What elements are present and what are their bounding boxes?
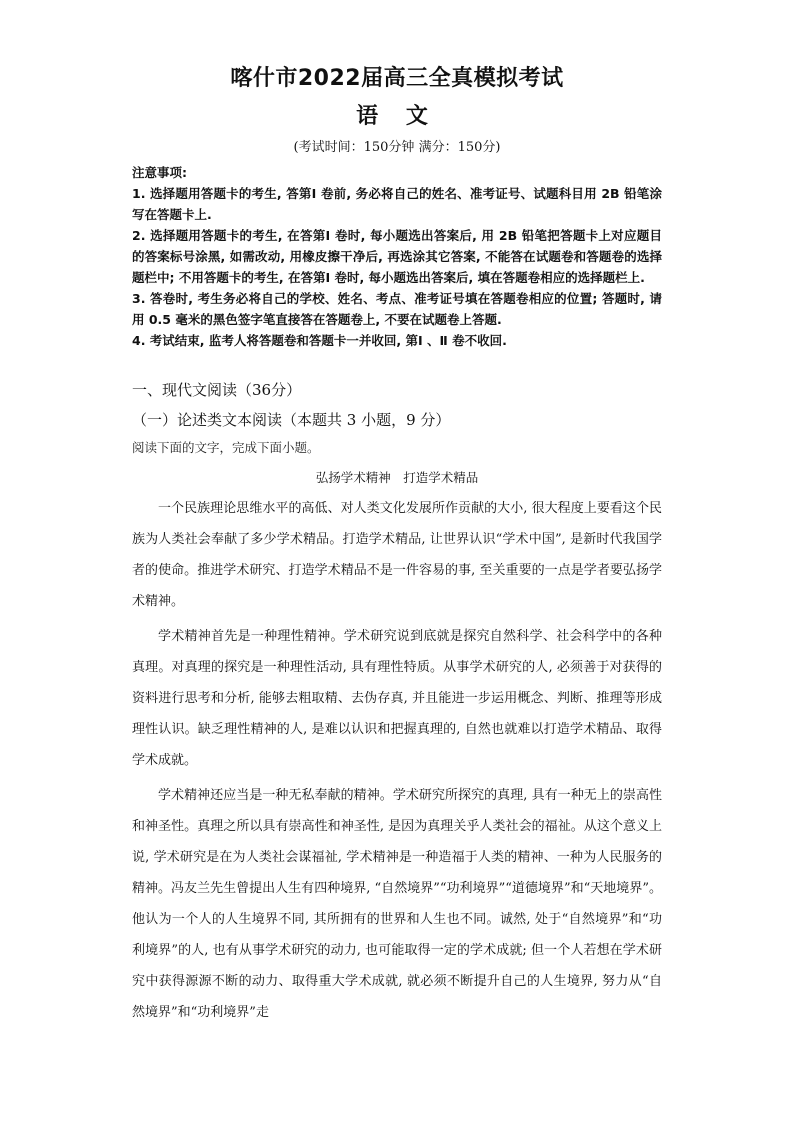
notice-item-4: 4. 考试结束, 监考人将答题卷和答题卡一并收回, 第Ⅰ 、Ⅱ 卷不收回. <box>132 333 507 348</box>
notice-block <box>132 162 662 351</box>
article-paragraph-3: 学术精神还应当是一种无私奉献的精神。学术研究所探究的真理, 具有一种无上的崇高性和神圣性。真理之所以具有崇高性和神圣性, 是因为真理关乎人类社会的福祉。从这个意义上说, 学术研究是在为人类社会谋福祉, 学术精神是一种造福于人类的精神、一种为人民服务的精神。冯友兰先生曾提出人生有四种境界, “自然境界”“功利境界”“道德境界”和“天地境界”。他认为一个人的人生境界不同, 其所拥有的世界和人生也不同。诚然, 处于“自然境界”和“功利境界”的人, 也有从事学术研究的动力, 也可能取得一定的学术成就; 但一个人若想在学术研究中获得源源不断的动力、取得重大学术成就, 就必须不断提升自己的人生境界, 努力从“自然境界”和“功利境界”走 <box>132 788 662 1020</box>
notice-item-1: 1. 选择题用答题卡的考生, 答第Ⅰ 卷前, 务必将自己的姓名、准考证号、试题科目用 2B 铅笔涂写在答题卡上. <box>132 186 662 222</box>
section-heading: 一、现代文阅读（36分） <box>132 381 302 399</box>
notice-item-2: 2. 选择题用答题卡的考生, 在答第Ⅰ 卷时, 每小题选出答案后, 用 2B 铅笔把答题卡上对应题目的答案标号涂黑, 如需改动, 用橡皮擦干净后, 再选涂其它答案, 不能答在试题卷和答题卷的选择题栏中; 不用答题卡的考生, 在答第Ⅰ 卷时, 每小题选出答案后, 填在答题卷相应的选择题栏上. <box>132 228 662 285</box>
article-title: 弘扬学术精神 打造学术精品 <box>315 470 479 485</box>
article-paragraph-1: 一个民族理论思维水平的高低、对人类文化发展所作贡献的大小, 很大程度上要看这个民族为人类社会奉献了多少学术精品。打造学术精品, 让世界认识“学术中国”, 是新时代我国学者的使命。推进学术研究、打造学术精品不是一件容易的事, 至关重要的一点是学者要弘扬学术精神。 <box>132 501 662 609</box>
exam-info: (考试时间：150分钟 满分：150分) <box>293 140 501 155</box>
article-paragraph-2: 学术精神首先是一种理性精神。学术研究说到底就是探究自然科学、社会科学中的各种真理。对真理的探究是一种理性活动, 具有理性特质。从事学术研究的人, 必须善于对获得的资料进行思考和分析, 能够去粗取精、去伪存真, 并且能进一步运用概念、判断、推理等形成理性认识。缺乏理性精神的人, 是难以认识和把握真理的, 自然也就难以打造学术精品、取得学术成就。 <box>132 629 662 768</box>
exam-title: 喀什市2022届高三全真模拟考试 <box>230 66 564 91</box>
notice-heading: 注意事项: <box>132 165 187 180</box>
subject-title: 语 文 <box>356 104 438 129</box>
reading-instruction: 阅读下面的文字，完成下面小题。 <box>132 440 320 455</box>
subsection-heading: （一）论述类文本阅读（本题共 3 小题，9 分） <box>132 411 451 429</box>
notice-item-3: 3. 答卷时, 考生务必将自己的学校、姓名、考点、准考证号填在答题卷相应的位置; 答题时, 请用 0.5 毫米的黑色签字笔直接答在答题卷上, 不要在试题卷上答题. <box>132 291 662 327</box>
